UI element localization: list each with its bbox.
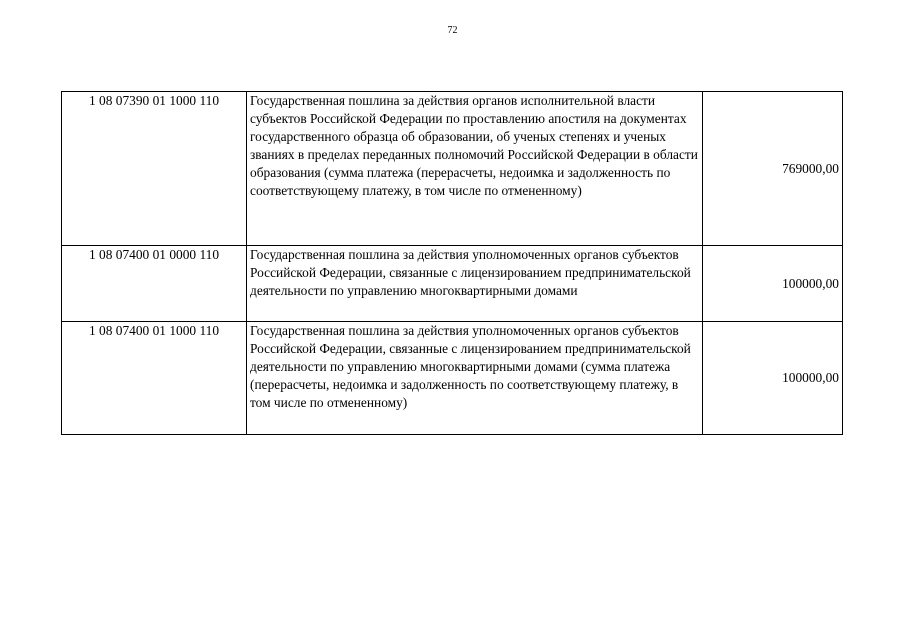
budget-classification-code: 1 08 07390 01 1000 110 [62, 92, 247, 246]
amount-value: 100000,00 [703, 322, 843, 435]
revenue-description: Государственная пошлина за действия органов исполнительной власти субъектов Российской Федерации по проставлению апостиля на документах государственного образца об образовании, об ученых степенях и ученых званиях в пределах переданных полномочий Российской Федерации в области образования (сумма платежа (перерасчеты, недоимка и задолженность по соответствующему платежу, в том числе по отмененному) [247, 92, 703, 246]
revenue-description: Государственная пошлина за действия уполномоченных органов субъектов Российской Федерации, связанные с лицензированием предпринимательской деятельности по управлению многоквартирными домами [247, 246, 703, 322]
amount-value: 769000,00 [703, 92, 843, 246]
budget-classification-code: 1 08 07400 01 0000 110 [62, 246, 247, 322]
revenue-description: Государственная пошлина за действия уполномоченных органов субъектов Российской Федерации, связанные с лицензированием предпринимательской деятельности по управлению многоквартирными домами (сумма платежа (перерасчеты, недоимка и задолженность по соответствующему платежу, в том числе по отмененному) [247, 322, 703, 435]
budget-table [61, 91, 843, 435]
amount-value: 100000,00 [703, 246, 843, 322]
table-row [62, 92, 843, 246]
page-number: 72 [447, 25, 458, 36]
table-row [62, 322, 843, 435]
budget-classification-code: 1 08 07400 01 1000 110 [62, 322, 247, 435]
table-row [62, 246, 843, 322]
